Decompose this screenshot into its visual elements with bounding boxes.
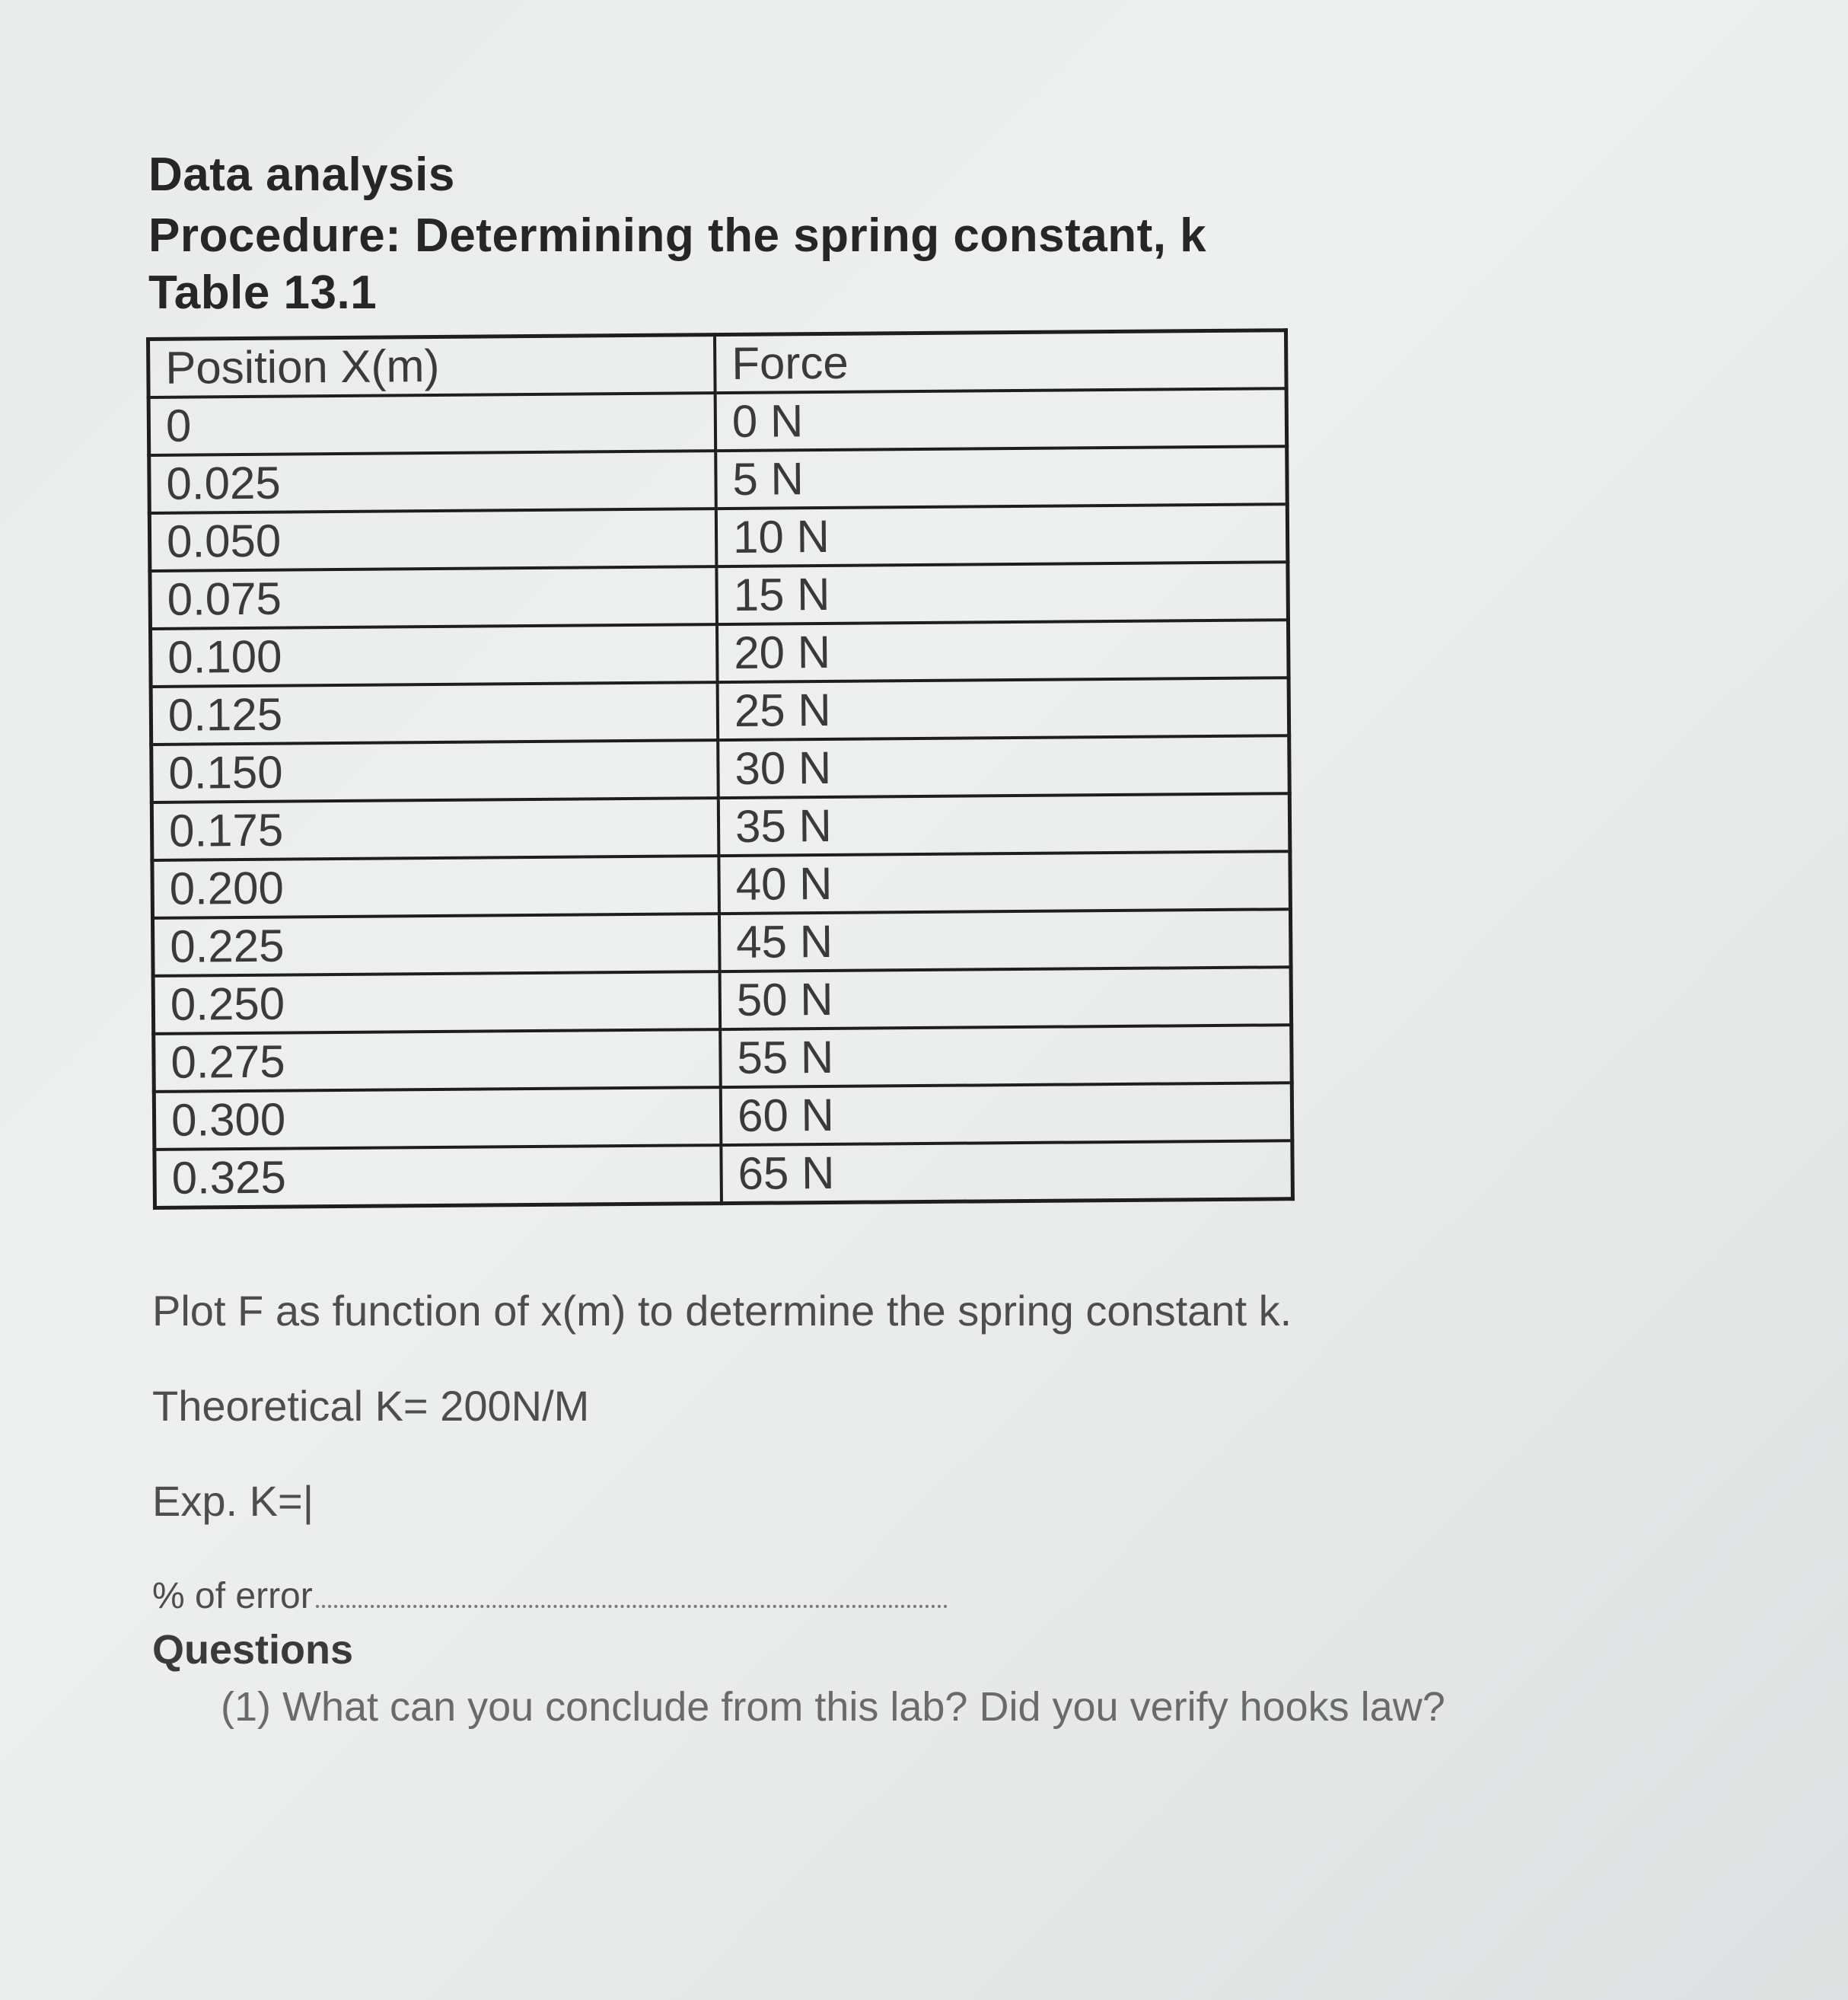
spring-data-table xyxy=(146,328,1295,1210)
table-row xyxy=(152,909,1291,976)
theoretical-k-value: Theoretical K= 200N/M xyxy=(152,1382,590,1430)
force-cell: 65 N xyxy=(721,1140,1292,1203)
table-row xyxy=(154,1083,1292,1150)
position-cell: 0.250 xyxy=(153,971,720,1034)
position-cell: 0.075 xyxy=(150,566,717,629)
force-cell: 5 N xyxy=(715,446,1287,509)
position-cell: 0.050 xyxy=(149,509,716,571)
force-cell: 60 N xyxy=(721,1083,1292,1145)
force-cell: 45 N xyxy=(719,909,1291,971)
force-cell: 0 N xyxy=(715,388,1287,451)
table-row xyxy=(151,678,1289,745)
answer-dotted-line[interactable] xyxy=(316,1605,948,1608)
force-cell: 30 N xyxy=(718,735,1289,798)
table-caption: Table 13.1 xyxy=(148,266,378,319)
table-row xyxy=(149,504,1288,571)
position-cell: 0 xyxy=(148,393,715,455)
position-cell: 0.125 xyxy=(151,682,718,745)
table-row xyxy=(149,446,1288,513)
force-cell: 20 N xyxy=(717,620,1289,682)
table-row xyxy=(155,1140,1293,1207)
position-cell: 0.225 xyxy=(152,914,719,976)
table-row xyxy=(151,620,1289,687)
table-row xyxy=(152,851,1291,918)
table-row xyxy=(148,388,1287,455)
table-row xyxy=(151,735,1290,802)
force-cell: 55 N xyxy=(720,1025,1292,1087)
position-cell: 0.100 xyxy=(151,624,718,687)
question-item: (1) What can you conclude from this lab? Did you verify hooks law? xyxy=(221,1684,1445,1730)
position-cell: 0.175 xyxy=(151,798,718,860)
force-cell: 15 N xyxy=(716,562,1288,624)
table-row xyxy=(150,562,1289,629)
percent-error-label: % of error xyxy=(152,1576,313,1616)
force-cell: 25 N xyxy=(718,678,1289,740)
position-column-header: Position X(m) xyxy=(148,335,715,397)
position-cell: 0.300 xyxy=(154,1087,721,1150)
table-row xyxy=(153,967,1292,1034)
position-cell: 0.150 xyxy=(151,740,718,802)
table-row xyxy=(151,793,1290,860)
table-row xyxy=(154,1025,1292,1092)
table-header-row xyxy=(148,330,1287,397)
force-cell: 10 N xyxy=(716,504,1288,566)
procedure-title: Procedure: Determining the spring constant, k xyxy=(148,209,1207,262)
force-cell: 35 N xyxy=(718,793,1290,856)
force-cell: 40 N xyxy=(718,851,1290,914)
force-cell: 50 N xyxy=(720,967,1292,1029)
force-column-header: Force xyxy=(715,330,1286,393)
section-title: Data analysis xyxy=(148,148,455,201)
experimental-k-field[interactable]: Exp. K=| xyxy=(152,1477,314,1525)
plot-instruction: Plot F as function of x(m) to determine the spring constant k. xyxy=(152,1287,1292,1335)
position-cell: 0.025 xyxy=(149,451,716,513)
position-cell: 0.325 xyxy=(155,1145,722,1207)
position-cell: 0.200 xyxy=(152,856,719,918)
percent-error-line xyxy=(152,1572,948,1621)
questions-heading: Questions xyxy=(152,1627,354,1673)
position-cell: 0.275 xyxy=(154,1029,721,1092)
